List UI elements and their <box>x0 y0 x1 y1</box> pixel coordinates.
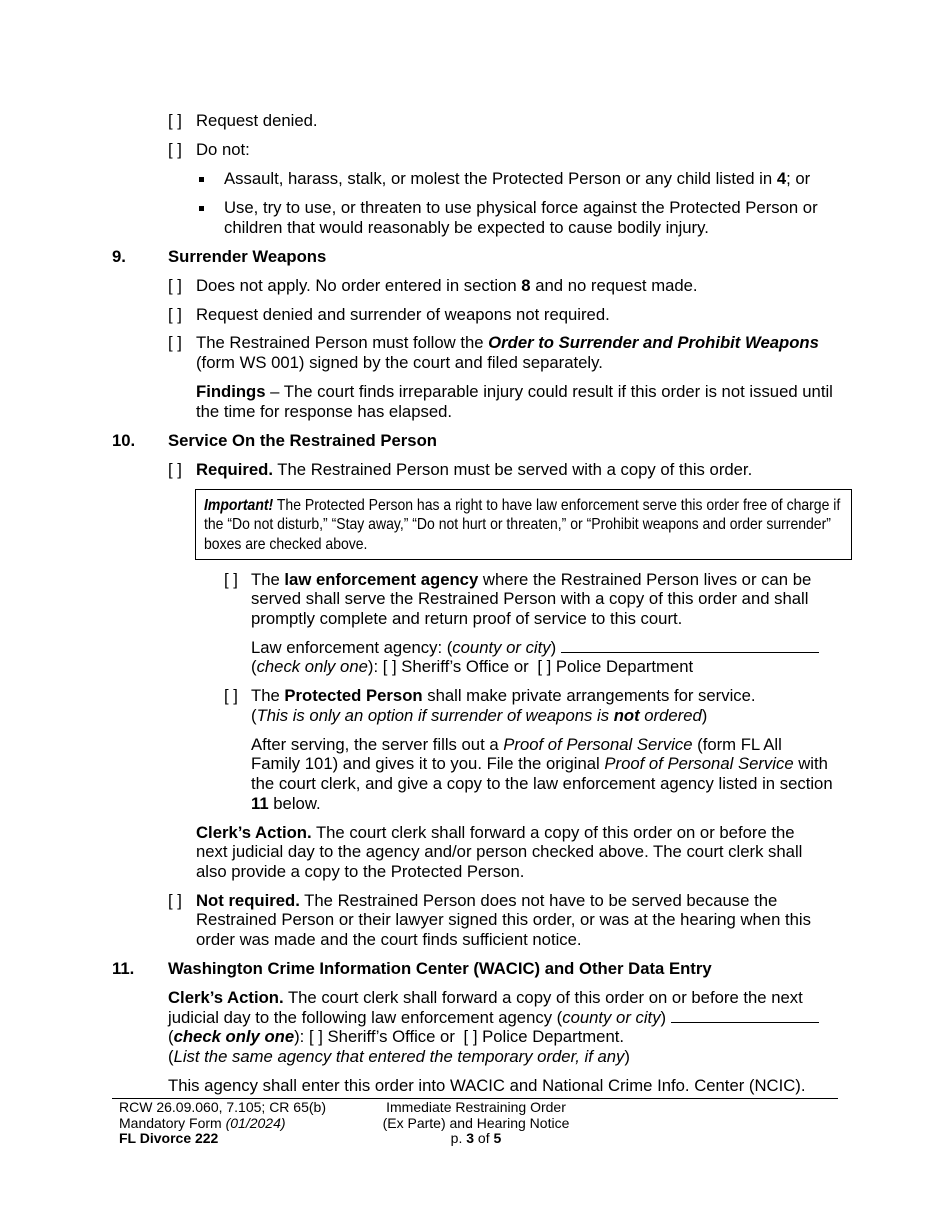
form-title: Order to Surrender and Prohibit Weapons <box>488 333 819 353</box>
note-open: ( <box>251 705 257 725</box>
option-text: The Restrained Person must follow the <box>196 333 489 353</box>
checkbox-police-department[interactable]: [ ] <box>537 657 552 677</box>
footer-form-id: FL Divorce 222 <box>119 1130 219 1146</box>
notice-text: The Protected Person has a right to have law enforcement serve this order free of charge if <box>273 496 841 514</box>
option-protected-person-serve <box>0 686 950 725</box>
paragraph-line: judicial day to the following law enforcement agency ( <box>168 1007 563 1027</box>
police-label: Police Department <box>551 657 694 677</box>
section-title: Surrender Weapons <box>168 246 327 266</box>
sheriff-label: Sheriff’s Office or <box>322 1027 455 1047</box>
clerk-action-label: Clerk’s Action. <box>168 987 284 1007</box>
page-of: of <box>474 1130 494 1146</box>
option-line: promptly complete and return proof of service to this court. <box>251 608 683 628</box>
agency-hint: county or city <box>452 637 551 657</box>
bullet-icon <box>199 177 204 182</box>
section-number: 9. <box>112 246 126 266</box>
option-bold-text: law enforcement agency <box>284 569 479 589</box>
form-name: Proof of Personal Service <box>503 734 693 754</box>
check-close: ): <box>294 1027 309 1047</box>
item-text-tail: ; or <box>786 168 811 188</box>
page-prefix: p. <box>450 1130 467 1146</box>
paragraph-line: next judicial day to the agency and/or person checked above. The court clerk shall <box>196 842 803 862</box>
mandatory-date: (01/2024) <box>225 1114 286 1131</box>
option-law-enforcement-serve <box>0 570 950 629</box>
item-line: children that would reasonably be expected to cause bodily injury. <box>224 217 709 237</box>
sheriff-label: Sheriff’s Office or <box>396 657 529 677</box>
footer-page-number <box>366 1131 586 1147</box>
bullet-icon <box>199 206 204 211</box>
note-text: This is only an option if surrender of weapons is <box>256 705 614 725</box>
option-bold-text: Protected Person <box>284 686 423 706</box>
option-text: Request denied and surrender of weapons not required. <box>196 304 610 324</box>
notice-label: Important! <box>204 496 274 514</box>
do-not-item-physical-force <box>0 198 950 237</box>
paragraph-line: The court clerk shall forward a copy of this order on or before the next <box>283 987 803 1007</box>
notice-line <box>204 496 841 516</box>
page-content <box>0 111 950 1105</box>
option-text: Does not apply. No order entered in section <box>196 275 522 295</box>
option-line: where the Restrained Person lives or can be <box>478 569 812 589</box>
option-line: served shall serve the Restrained Person with a copy of this order and shall <box>251 589 809 609</box>
checkbox-do-not[interactable]: [ ] <box>168 139 182 159</box>
option-text: The <box>251 569 285 589</box>
option-do-not <box>0 140 950 160</box>
check-hint: check only one <box>256 657 368 677</box>
checkbox-service-required[interactable]: [ ] <box>168 459 182 479</box>
option-label: Required. <box>196 459 273 479</box>
paragraph-text: with <box>793 754 828 774</box>
option-label: Not required. <box>196 890 300 910</box>
note-close: ) <box>624 1046 630 1066</box>
note-emphasis: not <box>613 705 640 725</box>
form-name: Proof of Personal Service <box>604 754 794 774</box>
important-notice-box <box>195 489 852 561</box>
option-line: Restrained Person or their lawyer signed this order, or was at the hearing when this <box>196 910 811 930</box>
item-text: Assault, harass, stalk, or molest the Protected Person or any child listed in <box>224 168 777 188</box>
check-hint: check only one <box>173 1027 295 1047</box>
checkbox-service-not-required[interactable]: [ ] <box>168 890 182 910</box>
findings-paragraph <box>0 382 950 421</box>
option-line: The Restrained Person does not have to be served because the <box>299 890 778 910</box>
footer-form-info <box>119 1100 326 1147</box>
clerk-action-label: Clerk’s Action. <box>196 822 312 842</box>
note-open: ( <box>168 1046 174 1066</box>
do-not-item-assault <box>0 169 950 189</box>
ncic-entry-paragraph <box>0 1076 950 1096</box>
option-text: The <box>251 686 285 706</box>
notice-line: boxes are checked above. <box>204 535 368 553</box>
option-text-tail: shall make private arrangements for service. <box>422 686 756 706</box>
footer-statute: RCW 26.09.060, 7.105; CR 65(b) <box>119 1099 326 1115</box>
mandatory-label: Mandatory Form <box>119 1114 226 1131</box>
agency-hint: county or city <box>562 1007 661 1027</box>
paragraph-text: After serving, the server fills out a <box>251 734 504 754</box>
option-text-tail: and no request made. <box>530 275 698 295</box>
option-text: The Restrained Person must be served with a copy of this order. <box>272 459 753 479</box>
footer-document-title <box>366 1100 586 1147</box>
note-close: ) <box>701 705 708 725</box>
findings-line: the time for response has elapsed. <box>196 401 453 421</box>
paragraph-text: This agency shall enter this order into WACIC and National Crime Info. Center (NCIC). <box>168 1075 806 1095</box>
notice-line: the “Do not disturb,” “Stay away,” “Do not hurt or threaten,” or “Prohibit weapons and order surrender” <box>204 516 831 534</box>
section-10-heading <box>0 431 950 451</box>
paragraph-line: The court clerk shall forward a copy of this order on or before the <box>311 822 795 842</box>
findings-label: Findings <box>196 382 266 402</box>
section-11-heading <box>0 959 950 979</box>
option-follow-surrender-order <box>0 333 950 372</box>
item-line: Use, try to use, or threaten to use physical force against the Protected Person or <box>224 197 818 217</box>
checkbox-wacic-sheriffs-office[interactable]: [ ] <box>308 1027 323 1047</box>
option-surrender-denied <box>0 305 950 325</box>
clerk-action-paragraph <box>0 823 950 882</box>
section-number: 10. <box>112 430 136 450</box>
paragraph-text: below. <box>268 793 321 813</box>
check-open: ( <box>168 1027 174 1047</box>
section-9-heading <box>0 247 950 267</box>
check-open: ( <box>251 657 257 677</box>
check-close: ): <box>367 657 383 677</box>
section-title: Service On the Restrained Person <box>168 430 437 450</box>
agency-label: Law enforcement agency: ( <box>251 637 453 657</box>
paragraph-line: also provide a copy to the Protected Person. <box>196 861 525 881</box>
checkbox-wacic-police-department[interactable]: [ ] <box>463 1027 478 1047</box>
checkbox-follow-surrender-order[interactable]: [ ] <box>168 333 182 353</box>
section-title: Washington Crime Information Center (WACIC) and Other Data Entry <box>168 958 712 978</box>
section-number: 11. <box>112 958 135 978</box>
option-line: order was made and the court finds sufficient notice. <box>196 929 582 949</box>
paragraph-text: Family 101) and gives it to you. File the original <box>251 754 605 774</box>
footer-mandatory-form <box>119 1116 326 1132</box>
checkbox-request-denied[interactable]: [ ] <box>168 111 182 130</box>
agency-name-field[interactable] <box>561 638 819 653</box>
option-label: Do not: <box>196 139 250 159</box>
note-text: List the same agency that entered the temporary order, if any <box>173 1046 625 1066</box>
police-label: Police Department. <box>477 1027 625 1047</box>
option-service-not-required <box>0 891 950 950</box>
option-does-not-apply <box>0 276 950 296</box>
checkbox-does-not-apply[interactable]: [ ] <box>168 275 182 295</box>
checkbox-law-enforcement-serve[interactable]: [ ] <box>224 569 238 589</box>
footer-title-line: (Ex Parte) and Hearing Notice <box>382 1114 570 1131</box>
option-text-line: (form WS 001) signed by the court and filed separately. <box>196 353 603 373</box>
agency-label-close: ) <box>550 637 557 657</box>
checkbox-surrender-denied[interactable]: [ ] <box>168 304 182 324</box>
option-label: Request denied. <box>196 111 318 130</box>
section-ref: 8 <box>521 275 531 295</box>
checkbox-protected-person-serve[interactable]: [ ] <box>224 686 238 706</box>
section-ref: 4 <box>776 168 787 188</box>
paragraph-text: the court clerk, and give a copy to the law enforcement agency listed in section <box>251 774 833 794</box>
wacic-agency-name-field[interactable] <box>671 1008 819 1023</box>
page-current: 3 <box>466 1130 475 1146</box>
section-ref: 11 <box>251 793 269 813</box>
option-service-required <box>0 460 950 480</box>
checkbox-sheriffs-office[interactable]: [ ] <box>382 657 397 677</box>
wacic-clerk-action-paragraph <box>0 988 950 1066</box>
law-enforcement-agency-entry <box>0 638 950 677</box>
footer-title-line: Immediate Restraining Order <box>386 1099 566 1115</box>
findings-line: – The court finds irreparable injury could result if this order is not issued until <box>265 382 833 402</box>
paragraph-text: (form FL All <box>692 734 782 754</box>
agency-hint-close: ) <box>660 1007 667 1027</box>
page-total: 5 <box>493 1130 502 1146</box>
option-request-denied <box>0 111 950 131</box>
note-tail: ordered <box>639 705 702 725</box>
after-serving-paragraph <box>0 735 950 813</box>
